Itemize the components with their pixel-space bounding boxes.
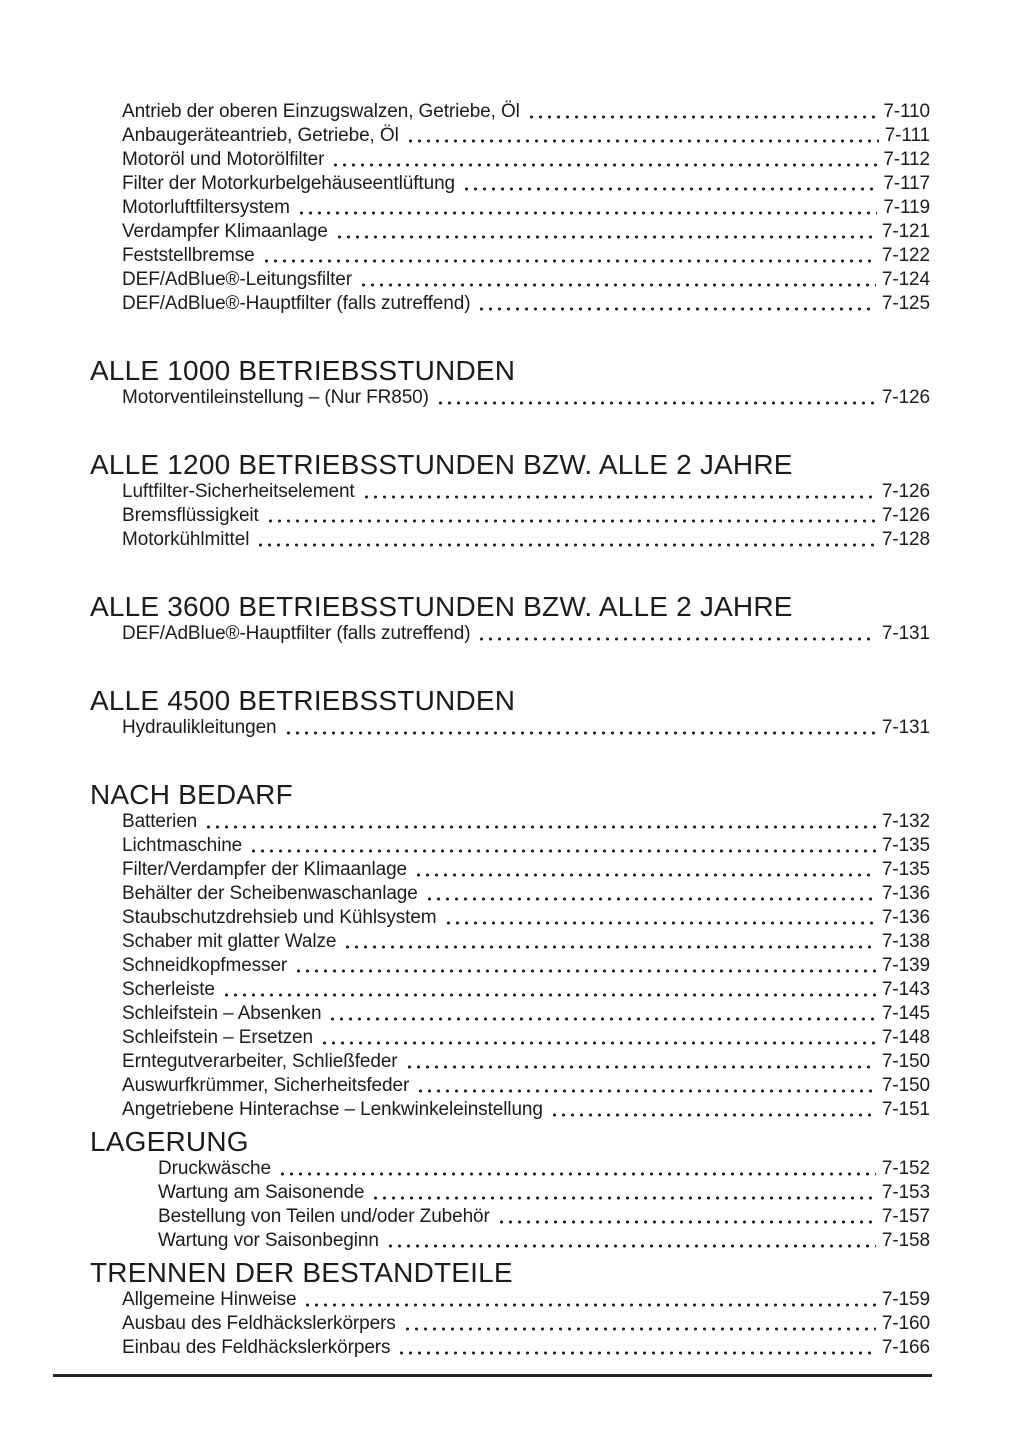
toc-section [90, 592, 930, 646]
dot-leader [406, 124, 879, 148]
toc-row [90, 716, 930, 740]
dot-leader [320, 1026, 876, 1050]
toc-section [90, 686, 930, 740]
toc-section [90, 450, 930, 552]
toc-entry-page: 7-150 [881, 1051, 930, 1072]
toc-entry-label: Motorluftfiltersystem [122, 197, 290, 218]
dot-leader [278, 1157, 876, 1181]
toc-row [90, 386, 930, 410]
toc-row [90, 504, 930, 528]
toc-entry-page: 7-121 [881, 221, 930, 242]
dot-leader [343, 930, 876, 954]
toc-row [90, 1336, 930, 1360]
toc-entry-label: Scherleiste [122, 979, 215, 1000]
dot-leader [335, 220, 876, 244]
toc-entry-label: Erntegutverarbeiter, Schließfeder [122, 1051, 398, 1072]
toc-section [90, 1127, 930, 1253]
toc-entry-page: 7-122 [881, 245, 930, 266]
toc-row [90, 1229, 930, 1253]
dot-leader [403, 1312, 876, 1336]
toc-row [90, 220, 930, 244]
toc-entry-page: 7-166 [881, 1337, 930, 1358]
toc-section [90, 780, 930, 1122]
section-heading: ALLE 3600 BETRIEBSSTUNDEN BZW. ALLE 2 JAHRE [90, 591, 793, 622]
section-heading: ALLE 4500 BETRIEBSSTUNDEN [90, 685, 516, 716]
toc-entry-page: 7-152 [881, 1158, 930, 1179]
toc-entry-page: 7-131 [881, 623, 930, 644]
toc-row [90, 1288, 930, 1312]
toc-row [90, 1181, 930, 1205]
toc-entry-label: Ausbau des Feldhäckslerkörpers [122, 1313, 396, 1334]
toc-row [90, 1026, 930, 1050]
toc-row [90, 480, 930, 504]
toc-entry-label: Druckwäsche [158, 1158, 271, 1179]
toc-entry-label: Einbau des Feldhäckslerkörpers [122, 1337, 391, 1358]
toc-row [90, 954, 930, 978]
toc-row [90, 906, 930, 930]
dot-leader [256, 528, 876, 552]
toc-row [90, 196, 930, 220]
toc-entry-page: 7-136 [881, 883, 930, 904]
toc-row [90, 100, 930, 124]
toc-row [90, 1050, 930, 1074]
toc-entry-page: 7-135 [881, 835, 930, 856]
dot-leader [477, 622, 875, 646]
toc-row [90, 858, 930, 882]
toc-row [90, 834, 930, 858]
toc-entry-page: 7-112 [883, 149, 930, 170]
dot-leader [397, 1336, 875, 1360]
section-heading: LAGERUNG [90, 1126, 249, 1157]
dot-leader [266, 504, 876, 528]
toc-entry-label: DEF/AdBlue®-Hauptfilter (falls zutreffend) [122, 293, 471, 314]
toc-entry-label: Schneidkopfmesser [122, 955, 288, 976]
toc-entry-page: 7-126 [881, 505, 930, 526]
toc-section [90, 100, 930, 316]
dot-leader [284, 716, 876, 740]
toc-row [90, 810, 930, 834]
dot-leader [436, 386, 876, 410]
toc-entry-page: 7-160 [881, 1313, 930, 1334]
toc-entry-label: Hydraulikleitungen [122, 717, 277, 738]
toc-entry-label: Bestellung von Teilen und/oder Zubehör [158, 1206, 490, 1227]
toc-row [90, 1157, 930, 1181]
dot-leader [297, 196, 877, 220]
toc-entry-label: Filter/Verdampfer der Klimaanlage [122, 859, 408, 880]
toc-entry-page: 7-119 [883, 197, 930, 218]
toc-row [90, 1098, 930, 1122]
toc-entry-label: Motoröl und Motorölfilter [122, 149, 325, 170]
toc-entry-page: 7-125 [881, 293, 930, 314]
section-heading: ALLE 1200 BETRIEBSSTUNDEN BZW. ALLE 2 JAHRE [90, 449, 793, 480]
dot-leader [386, 1229, 876, 1253]
toc-entry-page: 7-124 [881, 269, 930, 290]
toc-entry-page: 7-143 [881, 979, 930, 1000]
toc-row [90, 148, 930, 172]
toc-entry-page: 7-138 [881, 931, 930, 952]
dot-leader [362, 480, 876, 504]
toc-row [90, 882, 930, 906]
toc-row [90, 1312, 930, 1336]
toc-row [90, 244, 930, 268]
dot-leader [416, 1074, 876, 1098]
dot-leader [222, 978, 876, 1002]
dot-leader [425, 882, 876, 906]
toc-row [90, 1074, 930, 1098]
dot-leader [249, 834, 876, 858]
toc-entry-label: Behälter der Scheibenwaschanlage [122, 883, 418, 904]
toc-entry-label: Luftfilter-Sicherheitselement [122, 481, 355, 502]
toc-entry-page: 7-139 [881, 955, 930, 976]
dot-leader [527, 100, 878, 124]
toc-entry-page: 7-151 [881, 1099, 930, 1120]
section-heading: ALLE 1000 BETRIEBSSTUNDEN [90, 355, 516, 386]
section-heading: TRENNEN DER BESTANDTEILE [90, 1257, 513, 1288]
toc-entry-page: 7-159 [881, 1289, 930, 1310]
toc-entry-label: Schleifstein – Absenken [122, 1003, 322, 1024]
toc-row [90, 1002, 930, 1026]
toc-entry-page: 7-153 [881, 1182, 930, 1203]
dot-leader [204, 810, 876, 834]
dot-leader [444, 906, 876, 930]
toc-entry-page: 7-150 [881, 1075, 930, 1096]
toc-entry-page: 7-132 [881, 811, 930, 832]
dot-leader [371, 1181, 876, 1205]
toc-row [90, 172, 930, 196]
toc-entry-label: Batterien [122, 811, 198, 832]
dot-leader [497, 1205, 876, 1229]
toc-entry-page: 7-158 [881, 1230, 930, 1251]
toc-entry-label: Feststellbremse [122, 245, 255, 266]
toc-entry-label: Antrieb der oberen Einzugswalzen, Getriebe, Öl [122, 101, 520, 122]
toc-row [90, 978, 930, 1002]
toc-entry-label: Bremsflüssigkeit [122, 505, 259, 526]
dot-leader [405, 1050, 876, 1074]
dot-leader [303, 1288, 875, 1312]
toc-row [90, 528, 930, 552]
toc-entry-page: 7-131 [881, 717, 930, 738]
toc-entry-label: Angetriebene Hinterachse – Lenkwinkeleinstellung [122, 1099, 543, 1120]
toc-entry-label: Wartung am Saisonende [158, 1182, 365, 1203]
dot-leader [328, 1002, 875, 1026]
toc-entry-label: Staubschutzdrehsieb und Kühlsystem [122, 907, 437, 928]
toc-entry-label: Filter der Motorkurbelgehäuseentlüftung [122, 173, 456, 194]
toc-entry-label: Auswurfkrümmer, Sicherheitsfeder [122, 1075, 410, 1096]
toc-entry-page: 7-117 [883, 173, 930, 194]
dot-leader [414, 858, 876, 882]
toc-entry-label: Motorkühlmittel [122, 529, 250, 550]
dot-leader [294, 954, 876, 978]
footer-rule [53, 1374, 932, 1377]
toc-entry-label: Lichtmaschine [122, 835, 243, 856]
toc-entry-page: 7-148 [881, 1027, 930, 1048]
toc-entry-label: Schaber mit glatter Walze [122, 931, 337, 952]
toc-entry-page: 7-157 [881, 1206, 930, 1227]
toc-entry-label: Motorventileinstellung – (Nur FR850) [122, 387, 429, 408]
toc-entry-label: Anbaugeräteantrieb, Getriebe, Öl [122, 125, 399, 146]
toc-section [90, 356, 930, 410]
toc-entry-page: 7-126 [881, 481, 930, 502]
toc-entry-page: 7-111 [884, 125, 930, 146]
dot-leader [331, 148, 877, 172]
toc-row [90, 292, 930, 316]
toc-entry-label: Allgemeine Hinweise [122, 1289, 297, 1310]
toc-entry-page: 7-135 [881, 859, 930, 880]
toc-entry-page: 7-145 [881, 1003, 930, 1024]
toc-entry-label: Verdampfer Klimaanlage [122, 221, 328, 242]
toc-section [90, 1258, 930, 1360]
toc-entry-label: Wartung vor Saisonbeginn [158, 1230, 379, 1251]
toc-entry-page: 7-128 [881, 529, 930, 550]
toc-entry-page: 7-126 [881, 387, 930, 408]
toc-row [90, 930, 930, 954]
dot-leader [462, 172, 877, 196]
section-heading: NACH BEDARF [90, 779, 293, 810]
toc-row [90, 268, 930, 292]
dot-leader [477, 292, 875, 316]
toc-entry-label: Schleifstein – Ersetzen [122, 1027, 313, 1048]
toc-row [90, 622, 930, 646]
toc-entry-page: 7-110 [883, 101, 930, 122]
toc-row [90, 1205, 930, 1229]
toc-row [90, 124, 930, 148]
dot-leader [550, 1098, 876, 1122]
toc-entry-label: DEF/AdBlue®-Leitungsfilter [122, 269, 353, 290]
toc-entry-page: 7-136 [881, 907, 930, 928]
toc-entry-label: DEF/AdBlue®-Hauptfilter (falls zutreffend) [122, 623, 471, 644]
dot-leader [359, 268, 876, 292]
dot-leader [262, 244, 876, 268]
